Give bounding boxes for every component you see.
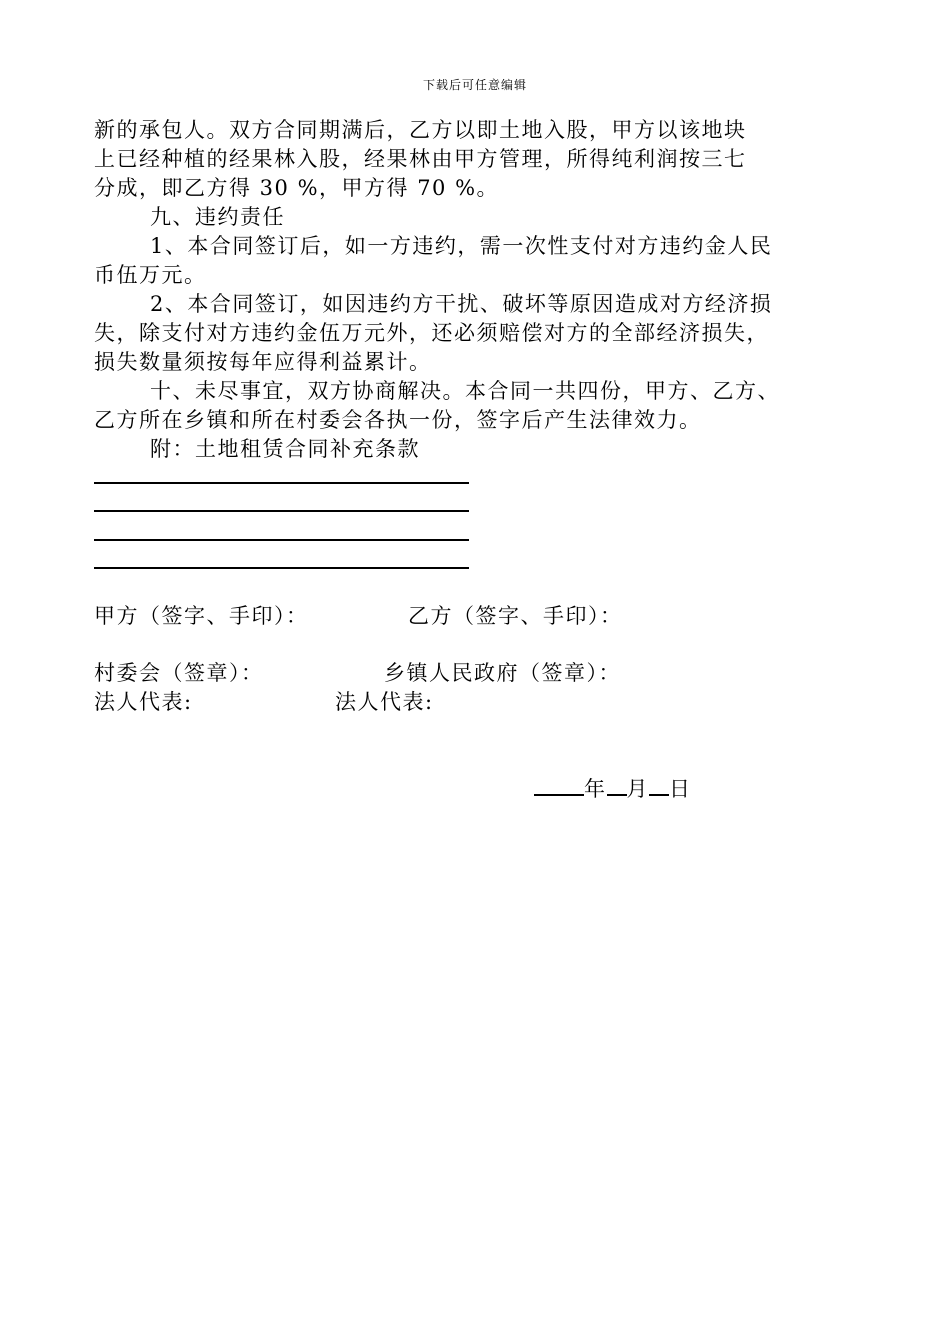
body-line-9: 损失数量须按每年应得利益累计。	[94, 350, 432, 374]
village-committee-seal-label: 村委会（签章）：	[94, 661, 264, 685]
legal-representative-label-2: 法人代表:	[335, 690, 434, 714]
page-header: 下载后可任意编辑	[422, 78, 527, 92]
township-government-seal-label: 乡镇人民政府（签章）：	[384, 661, 621, 685]
month-label: 月	[626, 777, 649, 801]
section-heading-misc: 十、未尽事宜，双方协商解决。本合同一共四份，甲方、乙方、	[150, 379, 780, 403]
month-blank	[607, 772, 627, 796]
blank-line-3	[94, 539, 469, 541]
blank-line-4	[94, 567, 469, 569]
body-line-6: 币伍万元。	[94, 263, 207, 287]
date-line	[534, 772, 692, 803]
legal-representative-label-1: 法人代表:	[94, 690, 193, 714]
year-label: 年	[584, 777, 607, 801]
blank-line-1	[94, 482, 469, 484]
day-label: 日	[669, 777, 692, 801]
year-blank	[534, 772, 584, 796]
blank-line-2	[94, 510, 469, 512]
body-line-7: 2、本合同签订，如因违约方干扰、破坏等原因造成对方经济损	[150, 292, 773, 316]
body-line-8: 失，除支付对方违约金伍万元外，还必须赔偿对方的全部经济损失，	[94, 321, 769, 345]
body-line-11: 乙方所在乡镇和所在村委会各执一份，签字后产生法律效力。	[94, 408, 702, 432]
body-line-2: 上已经种植的经果林入股，经果林由甲方管理，所得纯利润按三七	[94, 147, 747, 171]
party-b-signature-label: 乙方（签字、手印）：	[408, 604, 623, 628]
party-a-signature-label: 甲方（签字、手印）：	[94, 604, 309, 628]
body-line-3: 分成，即乙方得 30 %，甲方得 70 %。	[94, 176, 500, 200]
section-heading-breach: 九、违约责任	[150, 205, 285, 229]
body-line-1: 新的承包人。双方合同期满后，乙方以即土地入股，甲方以该地块	[94, 118, 747, 142]
day-blank	[649, 772, 669, 796]
appendix-line: 附：土地租赁合同补充条款	[150, 437, 420, 461]
body-line-5: 1、本合同签订后，如一方违约，需一次性支付对方违约金人民	[150, 234, 773, 258]
